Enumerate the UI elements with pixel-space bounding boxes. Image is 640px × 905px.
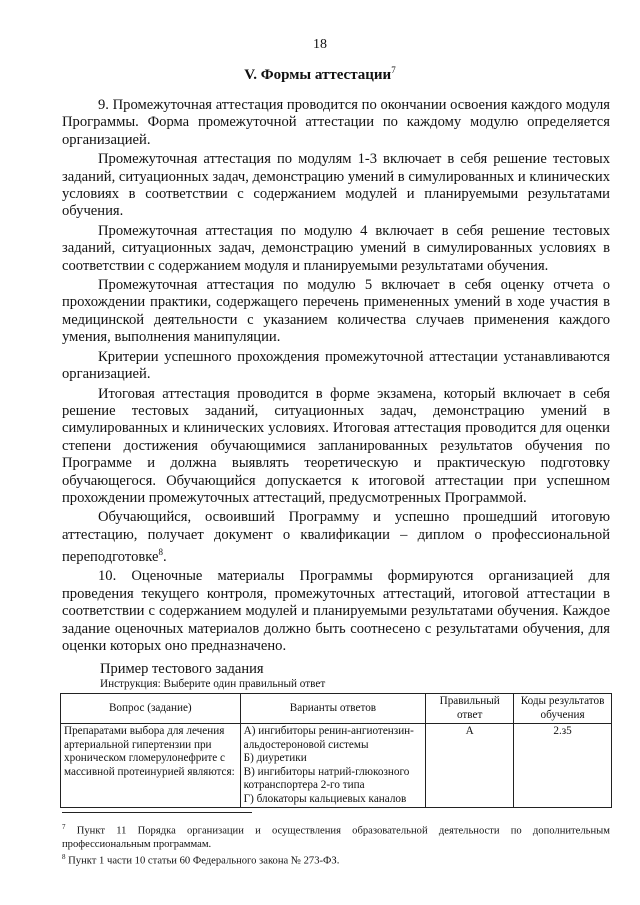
footnote-mark-8: 8 [62,852,66,861]
footnote-divider [62,812,252,813]
header-question: Вопрос (задание) [61,694,241,724]
options-cell [240,724,426,808]
section-title-text: V. Формы аттестации [244,67,392,83]
paragraph-diploma [62,509,610,566]
paragraph-final-attestation: Итоговая аттестация проводится в форме экзамена, который включает в себя решение тестовых заданий, ситуационных задач, демонстрацию умений в симулированных и клинических условиях. Итоговая аттестация проводится для оценки степени достижения обучающимися запланированных результатов обучения по Программе и должна выявлять теоретическую и практическую подготовку обучающегося. Обучающийся допускается к итоговой аттестации при успешном прохождении промежуточных аттестаций, предусмотренных Программой. [62,385,610,506]
paragraph-10: 10. Оценочные материалы Программы формируются организацией для проведения текущего контроля, промежуточных аттестаций, итоговой аттестации в соответствии с содержанием модулей и планируемыми результатами обучения. Каждое задание оценочных материалов должно быть соотнесено с результатами обучения, для оценки которых оно предназначено. [62,568,610,655]
section-title [0,65,640,84]
paragraph-modules-1-3: Промежуточная аттестация по модулям 1-3 включает в себя решение тестовых заданий, ситуационных задач, демонстрацию умений в симулированных и клинических условиях в соответствии с содержанием модулей и планируемыми результатами обучения. [62,151,610,220]
answer-option-b: Б) диуретики [243,752,307,764]
footnote-8-text: Пункт 1 части 10 статьи 60 Федерального закона № 273-ФЗ. [68,855,340,867]
table-row [61,724,612,808]
paragraph-criteria: Критерии успешного прохождения промежуточной аттестации устанавливаются организацией. [62,348,610,383]
footnotes [62,821,610,867]
answer-option-c: В) ингибиторы натрий-глюкозного котранспортера 2-го типа [243,765,410,791]
test-task-table [60,693,612,808]
paragraph-diploma-text: Обучающийся, освоивший Программу и успешно прошедший итоговую аттестацию, получает документ о квалификации – диплом о профессиональной переподготовке [62,509,610,566]
answer-option-d: Г) блокаторы кальциевых каналов [243,792,407,805]
header-options: Варианты ответов [240,694,426,724]
footnote-ref-8: 8 [158,547,163,558]
paragraph-module-4: Промежуточная аттестация по модулю 4 включает в себя решение тестовых заданий, ситуационных задач, демонстрацию умений в симулированных условиях в соответствии с содержанием модуля и планируемыми результатами обучения. [62,222,610,274]
correct-answer-cell: А [426,724,514,808]
header-correct-answer: Правильный ответ [426,694,514,724]
footnote-mark-7: 7 [62,823,66,831]
result-code-cell: 2.з5 [514,724,612,808]
paragraph-diploma-end: . [162,549,167,566]
footnote-8 [62,851,610,868]
question-cell: Препаратами выбора для лечения артериальной гипертензии при хроническом гломерулонефрите с массивной протеинурией являются: [61,724,241,808]
page-number: 18 [313,37,327,52]
header-result-codes: Коды результатов обучения [514,694,612,724]
footnote-7-text: Пункт 11 Порядка организации и осуществления образовательной деятельности по дополнительным профессиональным программам. [62,825,610,850]
footnote-ref-7: 7 [391,65,396,75]
example-title: Пример тестового задания [100,661,264,677]
paragraph-module-5: Промежуточная аттестация по модулю 5 включает в себя оценку отчета о прохождении практики, содержащего перечень примененных умений в ходе участия в медицинской деятельности с указанием количества случаев применения каждого умения, выполнения манипуляции. [62,277,610,346]
footnote-7 [62,821,610,851]
table-header-row [61,694,612,724]
answer-option-a: А) ингибиторы ренин-ангиотензин-альдостероновой системы [243,725,414,751]
body-text [62,97,610,657]
paragraph-9: 9. Промежуточная аттестация проводится по окончании освоения каждого модуля Программы. Форма промежуточной аттестации по каждому модулю определяется организацией. [62,97,610,148]
example-instruction: Инструкция: Выберите один правильный ответ [100,678,326,690]
